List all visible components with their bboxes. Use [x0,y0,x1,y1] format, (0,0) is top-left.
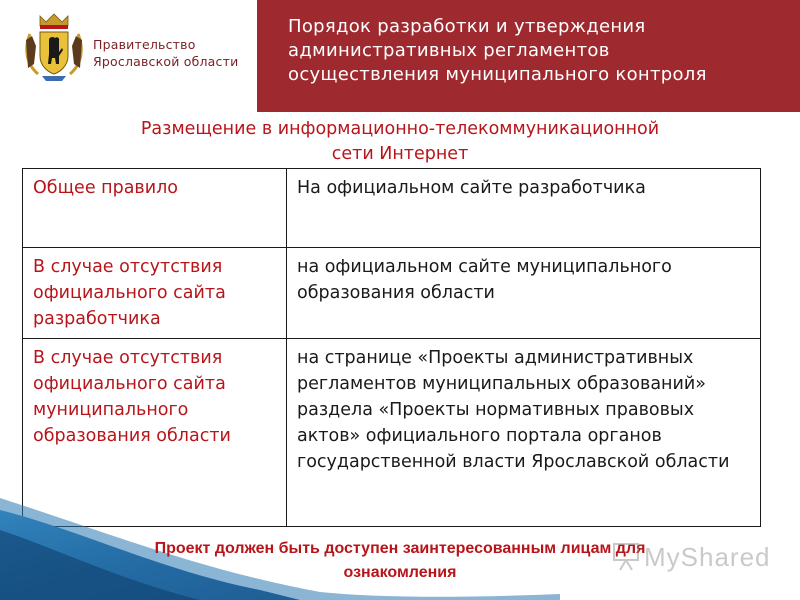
coat-of-arms-icon [22,12,86,82]
slide-title-line3: осуществления муниципального контроля [288,64,707,85]
section-heading [40,117,760,167]
footer-note-line2: ознакомления [343,564,457,581]
slide-title-banner [257,0,800,112]
organization-name [93,36,238,70]
organization-name-line1: Правительство [93,37,196,52]
rule-condition-cell: Общее правило [23,169,287,248]
table-row [23,248,761,339]
organization-name-line2: Ярославской области [93,54,239,69]
table-row [23,169,761,248]
rule-placement-cell: На официальном сайте разработчика [287,169,761,248]
rule-placement-cell: на официальном сайте муниципального образования области [287,248,761,339]
watermark [612,540,771,574]
rule-placement-cell: на странице «Проекты административных регламентов муниципальных образований» раздела «Проекты нормативных правовых актов» официального портала органов государственной власти Ярославской области [287,339,761,527]
projector-icon [612,542,640,572]
footer-note-line1: Проект должен быть доступен заинтересованным лицам для [154,540,646,557]
section-heading-line2: сети Интернет [331,144,469,164]
slide-title-line1: Порядок разработки и утверждения [288,16,646,37]
placement-rules-table [22,168,761,527]
watermark-text: MyShared [644,541,771,572]
rule-condition-cell: В случае отсутствия официального сайта муниципального образования области [23,339,287,527]
section-heading-line1: Размещение в информационно-телекоммуникационной [140,119,660,139]
rule-condition-cell: В случае отсутствия официального сайта разработчика [23,248,287,339]
slide-title-line2: административных регламентов [288,40,610,61]
